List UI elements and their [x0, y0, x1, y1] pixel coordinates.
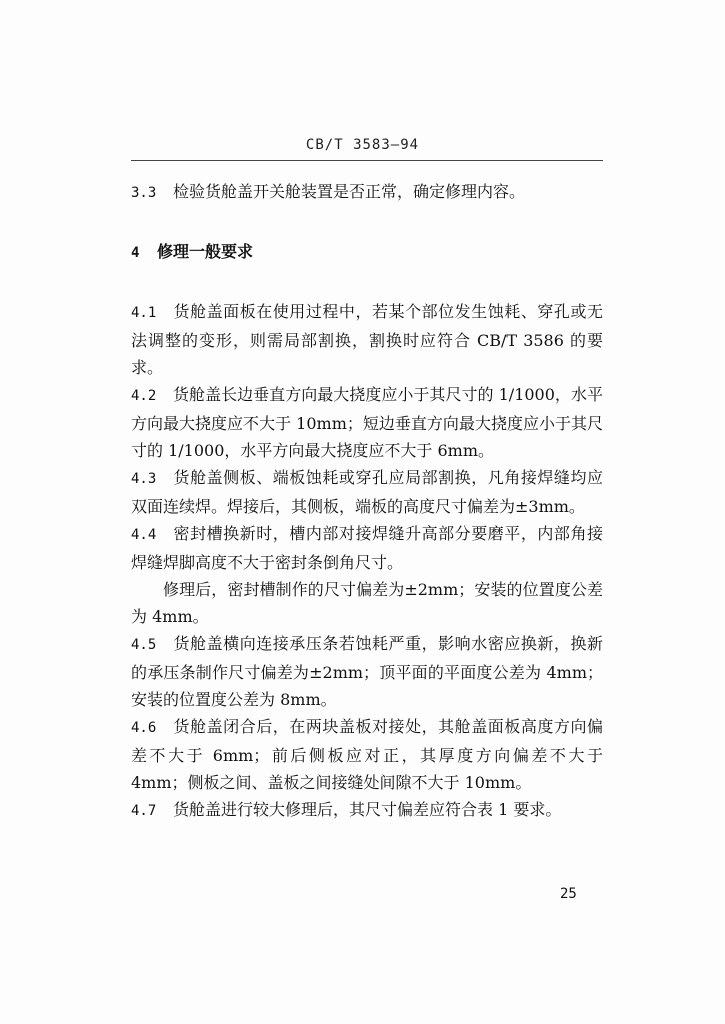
clause-4-5 [131, 630, 603, 713]
clause-text: 货舱盖横向连接承压条若蚀耗严重，影响水密应换新，换新的承压条制作尺寸偏差为±2mm；顶平面的平面度公差为 4mm；安装的位置度公差为 8mm。 [131, 634, 603, 709]
clause-4-7 [131, 796, 603, 825]
clause-4-1 [131, 298, 603, 381]
clause-number: 4.4 [131, 527, 157, 543]
clause-number: 4.3 [131, 471, 157, 487]
clause-text: 检验货舱盖开关舱装置是否正常，确定修理内容。 [173, 182, 526, 201]
clause-number: 4.7 [131, 803, 157, 819]
clause-text: 货舱盖长边垂直方向最大挠度应小于其尺寸的 1/1000，水平方向最大挠度应不大于 10mm；短边垂直方向最大挠度应小于其尺寸的 1/1000，水平方向最大挠度应不大于 6mm。 [131, 385, 603, 460]
document-body [131, 178, 603, 825]
header-divider [131, 160, 603, 161]
clause-number: 4.5 [131, 637, 157, 653]
clause-number: 4.1 [131, 305, 157, 321]
standard-code-header: CB/T 3583—94 [305, 137, 420, 153]
section-4-heading [131, 238, 603, 267]
clause-number: 3.3 [131, 185, 157, 201]
clause-number: 4.2 [131, 388, 157, 404]
section-title: 修理一般要求 [157, 242, 254, 261]
clause-text: 货舱盖侧板、端板蚀耗或穿孔应局部割换，凡角接焊缝均应双面连续焊。焊接后，其侧板，端板的高度尺寸偏差为±3mm。 [131, 468, 603, 516]
clause-4-2 [131, 381, 603, 464]
section-number: 4 [131, 245, 140, 261]
clause-4-4 [131, 520, 603, 576]
clause-3-3 [131, 178, 603, 207]
clause-4-4-continued: 修理后，密封槽制作的尺寸偏差为±2mm；安装的位置度公差为 4mm。 [131, 580, 603, 626]
clause-4-6 [131, 713, 603, 796]
clause-4-3 [131, 464, 603, 520]
clause-text: 货舱盖进行较大修理后，其尺寸偏差应符合表 1 要求。 [173, 800, 562, 819]
page-number: 25 [560, 886, 577, 902]
clause-number: 4.6 [131, 720, 157, 736]
clause-text: 货舱盖闭合后，在两块盖板对接处，其舱盖面板高度方向偏差不大于 6mm；前后侧板应对正，其厚度方向偏差不大于 4mm；侧板之间、盖板之间接缝处间隙不大于 10mm。 [131, 717, 603, 792]
clause-text: 密封槽换新时，槽内部对接焊缝升高部分要磨平，内部角接焊缝焊脚高度不大于密封条倒角尺寸。 [131, 524, 603, 572]
clause-text: 货舱盖面板在使用过程中，若某个部位发生蚀耗、穿孔或无法调整的变形，则需局部割换，割换时应符合 CB/T 3586 的要求。 [131, 302, 603, 377]
